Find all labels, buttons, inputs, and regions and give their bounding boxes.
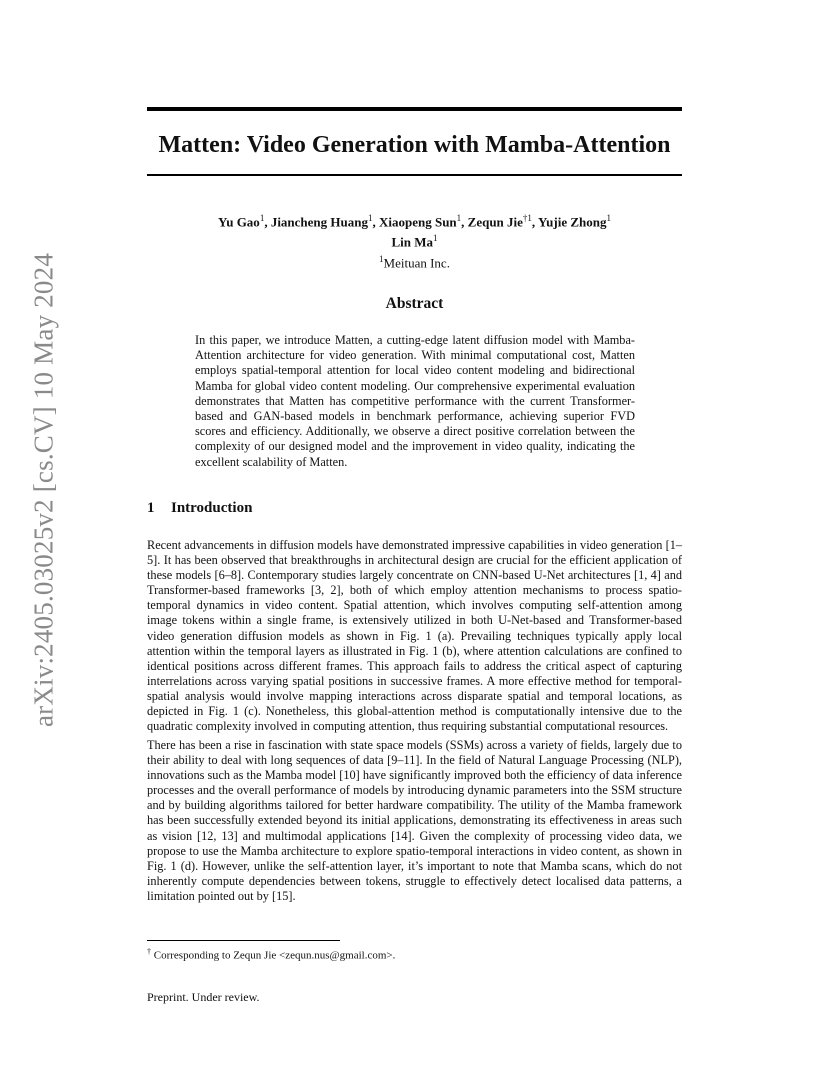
author-affiliation-mark: 1	[456, 213, 462, 223]
footnote-rule	[147, 940, 340, 941]
author-affiliation-mark: 1	[433, 233, 438, 244]
abstract-heading: Abstract	[385, 295, 444, 312]
author-list: Yu Gao$^1$, Jiancheng Huang$^1$, Xiaopeng Sun$^1$, Zequn Jie$^{\dagger 1}$, Yujie Zhong$^1$	[218, 213, 611, 230]
footnote	[147, 947, 395, 962]
author-affiliation-mark: 1	[606, 213, 611, 223]
author-list-line2	[147, 230, 682, 250]
title-bottom-rule	[147, 174, 682, 176]
paper-title: Matten: Video Generation with Mamba-Attention	[158, 132, 671, 158]
author-affiliation-mark: †1	[522, 213, 532, 223]
author-name: Yu Gao	[218, 214, 260, 230]
author-name: Zequn Jie	[467, 214, 523, 230]
footnote-mark: †	[147, 947, 151, 956]
page-footer-note: Preprint. Under review.	[147, 990, 260, 1004]
title-top-rule	[147, 107, 682, 111]
section-title: Introduction	[171, 500, 253, 516]
author-name: Jiancheng Huang	[270, 214, 368, 230]
affiliation-mark: 1	[379, 253, 384, 264]
abstract-text: In this paper, we introduce Matten, a cutting-edge latent diffusion model with Mamba-Attention architecture for video generation. With minimal computational cost, Matten employs spatial-temporal attention for local video content modeling and bidirectional Mamba for global video content modeling. Our comprehensive experimental evaluation demonstrates that Matten has competitive performance with the current Transformer-based and GAN-based models in benchmark performance, achieving superior FVD scores and efficiency. Additionally, we observe a direct positive correlation between the complexity of our designed model and the improvement in video quality, indicating the excellent scalability of Matten.	[195, 333, 635, 469]
affiliation	[147, 251, 682, 271]
author-name: Yujie Zhong	[537, 214, 607, 230]
author-name: Lin Ma	[391, 234, 434, 250]
arxiv-identifier-stamp: arXiv:2405.03025v2 [cs.CV] 10 May 2024	[28, 252, 59, 728]
affiliation-name: Meituan Inc.	[383, 254, 450, 270]
author-block	[147, 210, 682, 271]
author-name: Xiaopeng Sun	[378, 214, 457, 230]
author-affiliation-mark: 1	[259, 213, 265, 223]
footnote-text: Corresponding to Zequn Jie <zequn.nus@gmail.com>.	[153, 949, 396, 962]
introduction-paragraph: Recent advancements in diffusion models have demonstrated impressive capabilities in video generation [1–5]. It has been observed that breakthroughs in architectural design are crucial for the efficient application of these models [6–8]. Contemporary studies largely concentrate on CNN-based U-Net architectures [1, 4] and Transformer-based frameworks [3, 2], both of which employ attention mechanisms to process spatio-temporal dynamics in video content. Spatial attention, which involves computing self-attention among image tokens within a single frame, is extensively utilized in both U-Net-based and Transformer-based video generation diffusion models as shown in Fig. 1 (a). Prevailing techniques typically apply local attention within the temporal layers as illustrated in Fig. 1 (b), where attention calculations are confined to identical positions across different frames. This approach fails to address the critical aspect of capturing interrelations across varying spatial positions in successive frames. A more effective method for temporal-spatial analysis would involve mapping interactions across disparate spatial and temporal locations, as depicted in Fig. 1 (c). Nonetheless, this global-attention method is computationally intensive due to the quadratic complexity involved in computing attention, thus requiring substantial computational resources.	[147, 538, 682, 734]
author-affiliation-mark: 1	[367, 213, 373, 223]
introduction-paragraph: There has been a rise in fascination with state space models (SSMs) across a variety of fields, largely due to their ability to deal with long sequences of data [9–11]. In the field of Natural Language Processing (NLP), innovations such as the Mamba model [10] have significantly improved both the efficiency of data inference processes and the overall performance of models by introducing dynamic parameters into the SSM structure and by building algorithms tailored for better hardware compatibility. The utility of the Mamba framework has been successfully extended beyond its initial applications, demonstrating its effectiveness in areas such as vision [12, 13] and multimodal applications [14]. Given the complexity of processing video data, we propose to use the Mamba architecture to explore spatio-temporal interactions in video content, as shown in Fig. 1 (d). However, unlike the self-attention layer, it’s important to note that Mamba scans, which do not inherently compute dependencies between tokens, struggle to effectively detect localised data patterns, a limitation pointed out by [15].	[147, 738, 682, 903]
section-heading-introduction	[147, 500, 252, 517]
section-number: 1	[147, 500, 155, 516]
